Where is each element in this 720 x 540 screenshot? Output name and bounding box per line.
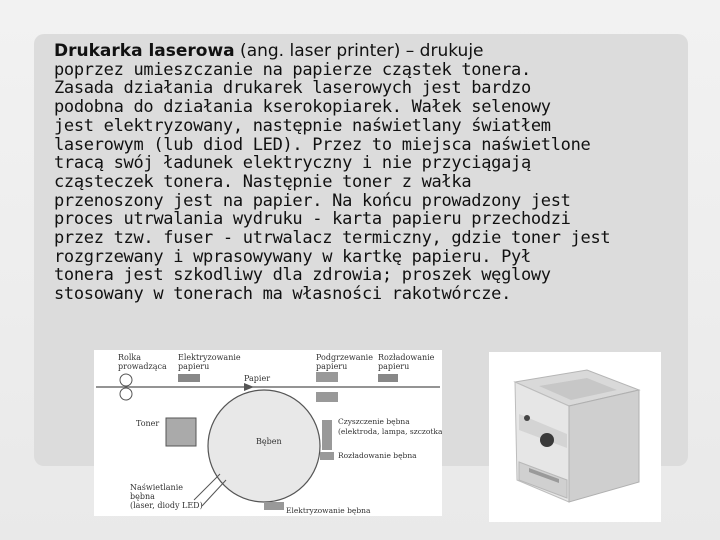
paragraph-line: przenoszony jest na papier. Na końcu prowadzony jest [54,190,571,211]
paragraph-line: rozgrzewany i wprasowywany w kartkę papieru. Pył [54,246,531,267]
label-rolka: Rolka [118,353,142,362]
term-heading: Drukarka laserowa [54,41,235,61]
toner-unit-icon [166,418,196,446]
laser-beam [194,474,220,500]
paragraph-first-line [54,42,694,61]
paragraph-line: jest elektryzowany, następnie naświetlany światłem [54,115,551,136]
paragraph-line: tonera jest szkodliwy dla zdrowia; proszek węglowy [54,265,551,286]
label-rozladowanie-bebna: Rozładowanie bębna [338,451,417,460]
paragraph-line: podobna do działania kserokopiarek. Wałek selenowy [54,97,551,118]
label-elektryzowanie-2: papieru [178,362,210,371]
paragraph-line-1: (ang. laser printer) – drukuje [234,41,484,61]
discharge-icon [378,374,398,382]
label-naswietlanie-3: (laser, diody LED) [130,501,203,510]
printer-photo [489,352,661,522]
paper-arrow [244,383,254,391]
description-paragraph [54,42,694,304]
paragraph-line: laserowym (lub diod LED). Przez to miejsca naświetlone [54,134,591,155]
label-czyszczenie: Czyszczenie bębna [338,417,410,426]
label-podgrzewanie-2: papieru [316,362,348,371]
power-button-icon [524,415,530,421]
label-rozladowanie-2: papieru [378,362,410,371]
paper-charger-icon [178,374,200,382]
label-czyszczenie-2: (elektroda, lampa, szczotka) [338,427,442,436]
paragraph-line: cząsteczek tonera. Następnie toner z wałka [54,171,472,192]
diagram-svg [94,350,442,516]
label-podgrzewanie: Podgrzewanie [316,353,373,362]
paragraph-line: proces utrwalania wydruku - karta papieru przechodzi [54,209,571,230]
cleaning-unit-icon [322,420,332,450]
paragraph-line: Zasada działania drukarek laserowych jest bardzo [54,78,531,99]
label-naswietlanie-2: bębna [130,492,155,501]
printer-process-diagram [94,350,442,516]
label-papier: Papier [244,374,271,383]
label-elektryzowanie-bebna: Elektryzowanie bębna [286,506,371,515]
printer-side [569,390,639,502]
label-elektryzowanie: Elektryzowanie [178,353,241,362]
paragraph-line: tracą swój ładunek elektryczny i nie przyciągają [54,153,531,174]
label-naswietlanie: Naświetlanie [130,483,184,492]
paragraph-line: stosowany w tonerach ma własności rakotwórcze. [54,284,512,305]
hp-logo-icon [540,433,554,447]
label-rozladowanie: Rozładowanie [378,353,435,362]
laser-beam [202,480,226,506]
guide-roller-icon [120,388,132,400]
paragraph-line: przez tzw. fuser - utrwalacz termiczny, gdzie toner jest [54,228,611,249]
fuser-icon [316,372,338,382]
label-beben: Bęben [256,437,282,446]
printer-image [489,352,661,522]
label-rolka-2: prowadząca [118,362,167,371]
label-toner: Toner [136,419,160,428]
drum-icon [208,390,320,502]
drum-discharge-icon [320,452,334,460]
fuser-icon [316,392,338,402]
paragraph-line: poprzez umieszczanie na papierze cząstek tonera. [54,59,531,80]
guide-roller-icon [120,374,132,386]
drum-charger-icon [264,502,284,510]
